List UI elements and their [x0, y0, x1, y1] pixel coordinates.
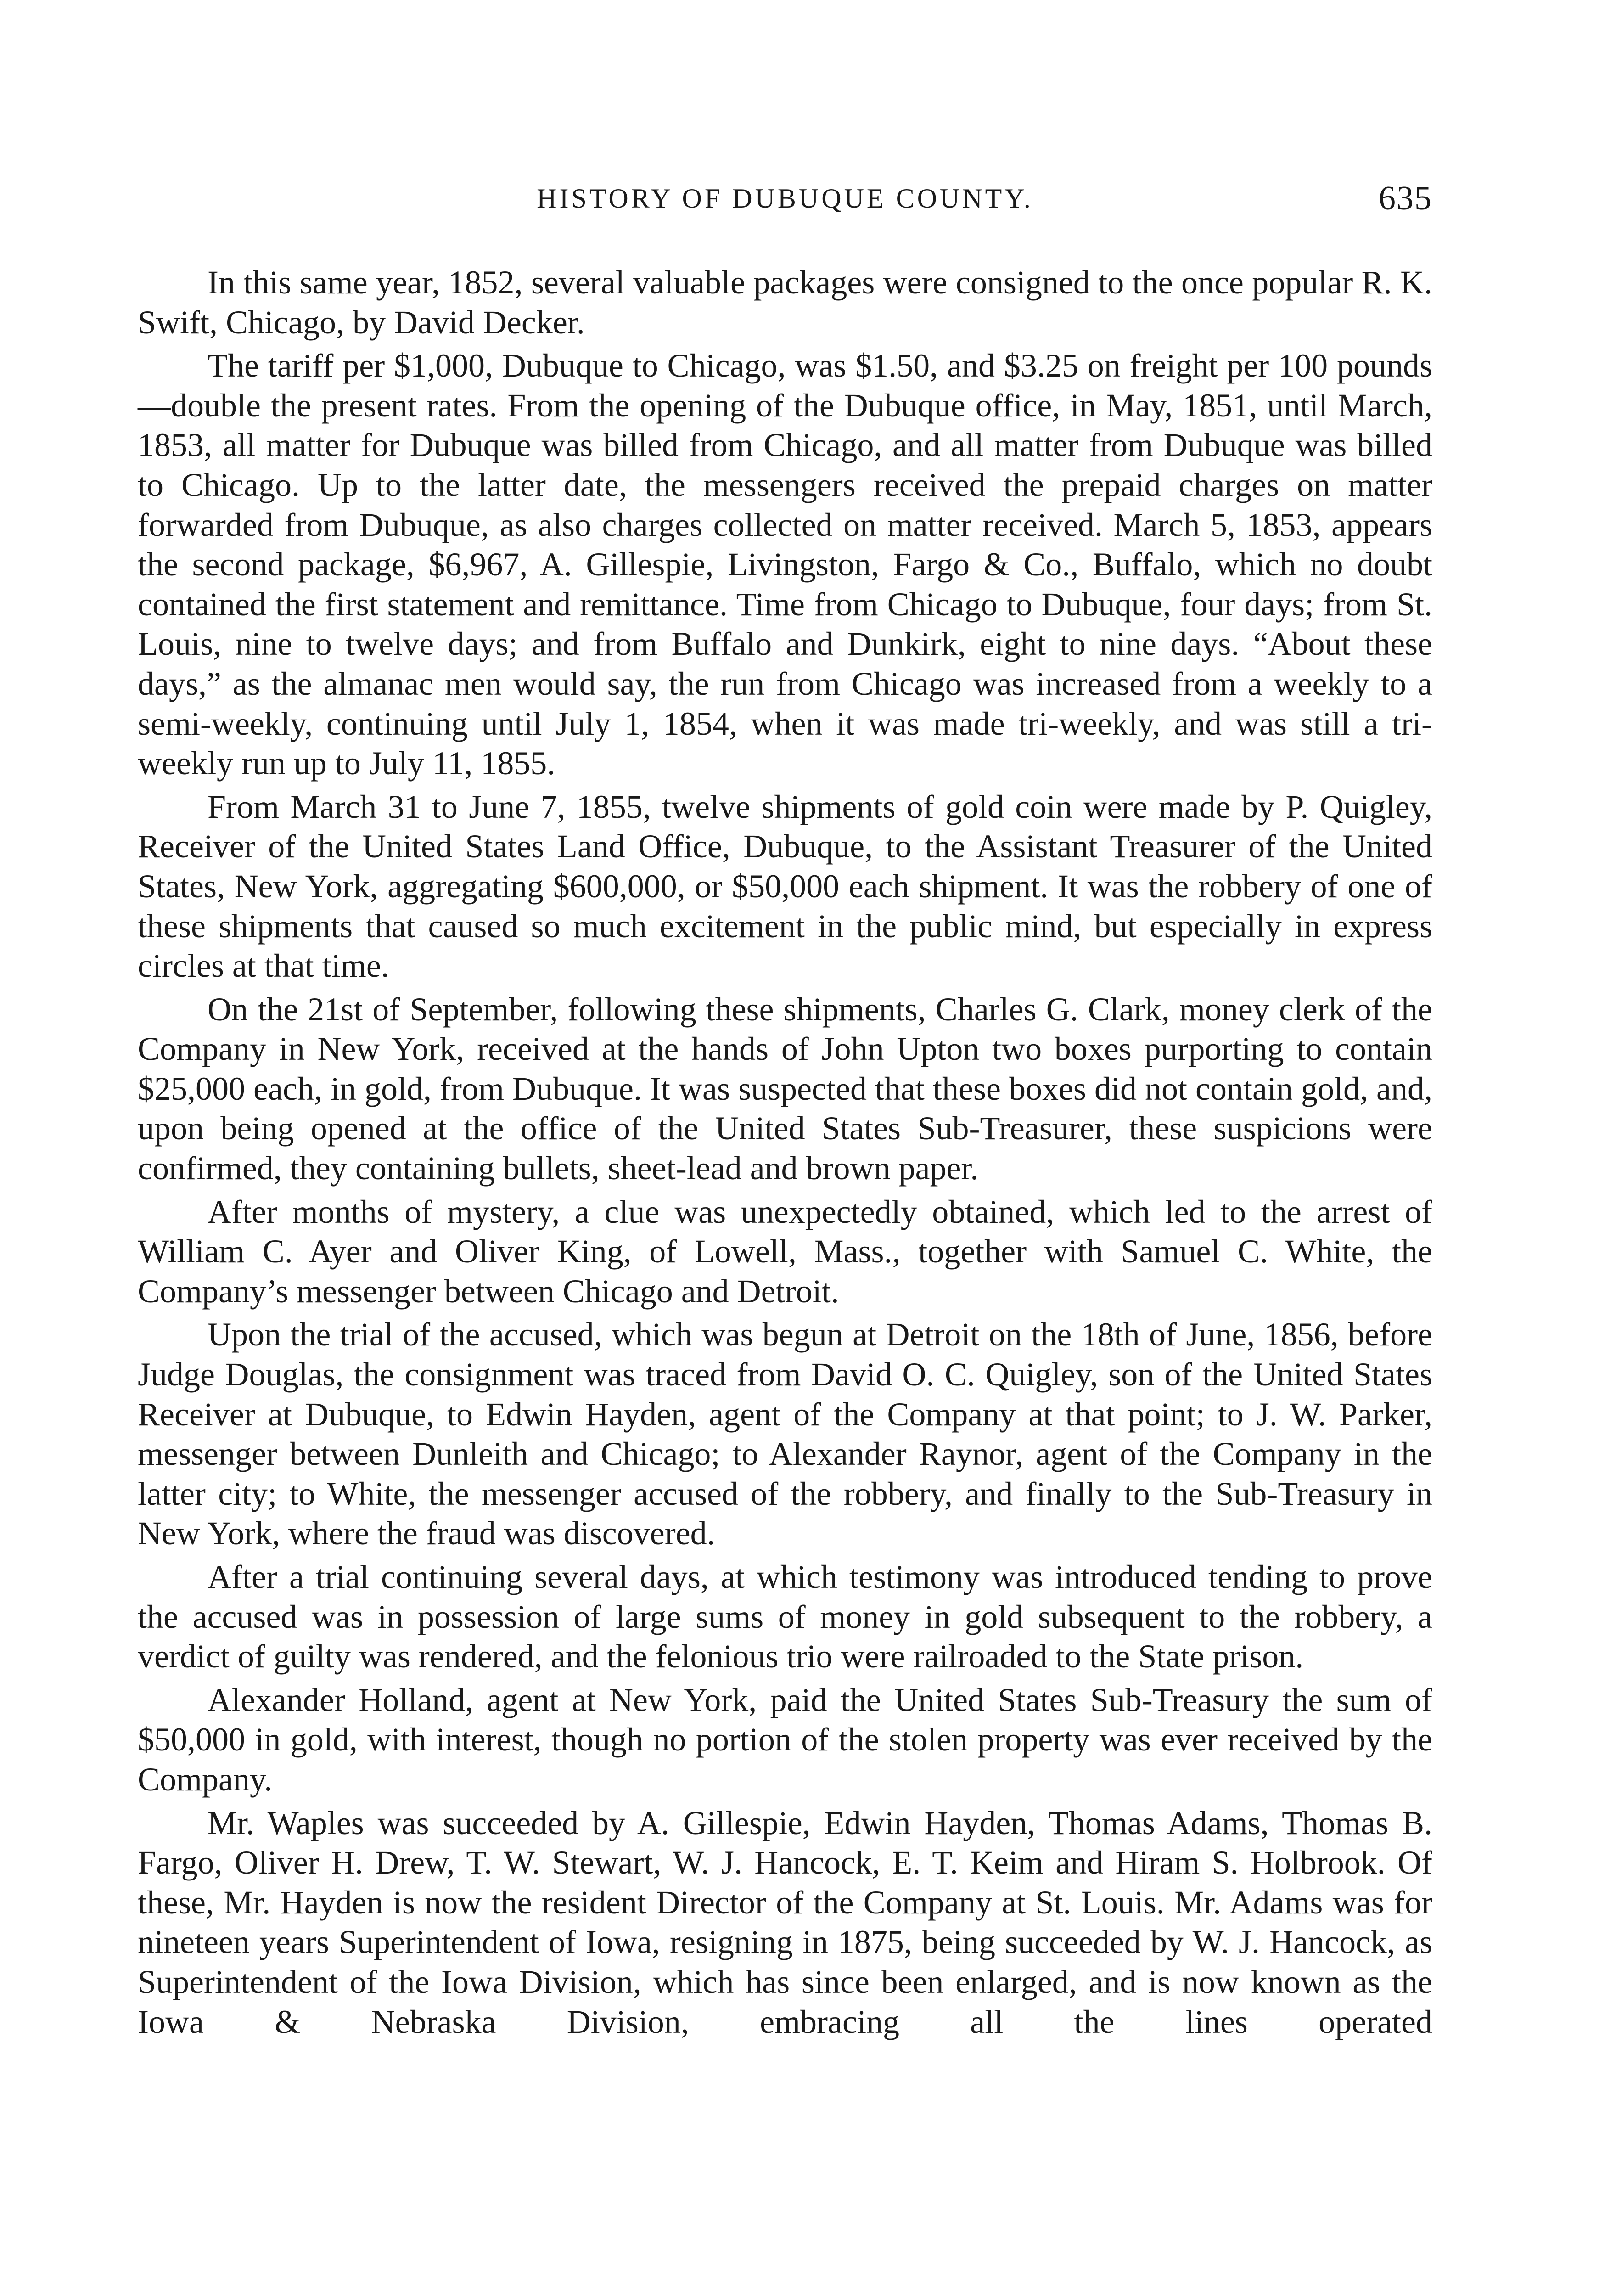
running-title: HISTORY OF DUBUQUE COUNTY. [537, 183, 1033, 214]
paragraph-6: Upon the trial of the accused, which was begun at Detroit on the 18th of June, 1856, before Judge Douglas, the consignment was traced from David O. C. Quigley, son of the United States Receiver at Dubuque, to Edwin Hayden, agent of the Company at that point; to J. W. Parker, messenger between Dunleith and Chicago; to Alexander Raynor, agent of the Company in the latter city; to White, the messenger accused of the robbery, and finally to the Sub-Treasury in New York, where the fraud was discovered. [138, 1316, 1432, 1552]
paragraph-9: Mr. Waples was succeeded by A. Gillespie, Edwin Hayden, Thomas Adams, Thomas B. Fargo, Oliver H. Drew, T. W. Stewart, W. J. Hancock, E. T. Keim and Hiram S. Holbrook. Of these, Mr. Hayden is now the resident Director of the Company at St. Louis. Mr. Adams was for nineteen years Superintendent of Iowa, resigning in 1875, being succeeded by W. J. Hancock, as Superintendent of the Iowa Division, which has since been enlarged, and is now known as the Iowa & Nebraska Division, embracing all the lines operated [138, 1804, 1432, 2040]
paragraph-7: After a trial continuing several days, at which testimony was introduced tending to prove the accused was in possession of large sums of money in gold subsequent to the robbery, a verdict of guilty was rendered, and the felonious trio were railroaded to the State prison. [138, 1559, 1432, 1675]
paragraph-1: In this same year, 1852, several valuable packages were consigned to the once popular R. K. Swift, Chicago, by David Decker. [138, 264, 1432, 341]
paragraph-2: The tariff per $1,000, Dubuque to Chicago, was $1.50, and $3.25 on freight per 100 pounds—double the present rates. From the opening of the Dubuque office, in May, 1851, until March, 1853, all matter for Dubuque was billed from Chicago, and all matter from Dubuque was billed to Chicago. Up to the latter date, the messengers received the prepaid charges on matter forwarded from Dubuque, as also charges collected on matter received. March 5, 1853, appears the second package, $6,967, A. Gillespie, Livingston, Fargo & Co., Buffalo, which no doubt contained the first statement and remittance. Time from Chicago to Dubuque, four days; from St. Louis, nine to twelve days; and from Buffalo and Dunkirk, eight to nine days. “About these days,” as the almanac men would say, the run from Chicago was increased from a weekly to a semi-weekly, continuing until July 1, 1854, when it was made tri-weekly, and was still a tri-weekly run up to July 11, 1855. [138, 347, 1432, 782]
paragraph-3: From March 31 to June 7, 1855, twelve shipments of gold coin were made by P. Quigley, Receiver of the United States Land Office, Dubuque, to the Assistant Treasurer of the United States, New York, aggregating $600,000, or $50,000 each shipment. It was the robbery of one of these shipments that caused so much excitement in the public mind, but especially in express circles at that time. [138, 788, 1432, 985]
page-number: 635 [1379, 180, 1432, 217]
page-header [138, 175, 1432, 221]
body-text [138, 263, 1432, 2045]
paragraph-5: After months of mystery, a clue was unexpectedly obtained, which led to the arrest of William C. Ayer and Oliver King, of Lowell, Mass., together with Samuel C. White, the Company’s messenger between Chicago and Detroit. [138, 1193, 1432, 1310]
paragraph-8: Alexander Holland, agent at New York, paid the United States Sub-Treasury the sum of $50,000 in gold, with interest, though no portion of the stolen property was ever received by the Company. [138, 1681, 1432, 1798]
paragraph-4: On the 21st of September, following these shipments, Charles G. Clark, money clerk of the Company in New York, received at the hands of John Upton two boxes purporting to contain $25,000 each, in gold, from Dubuque. It was suspected that these boxes did not contain gold, and, upon being opened at the office of the United States Sub-Treasurer, these suspicions were confirmed, they containing bullets, sheet-lead and brown paper. [138, 990, 1432, 1187]
